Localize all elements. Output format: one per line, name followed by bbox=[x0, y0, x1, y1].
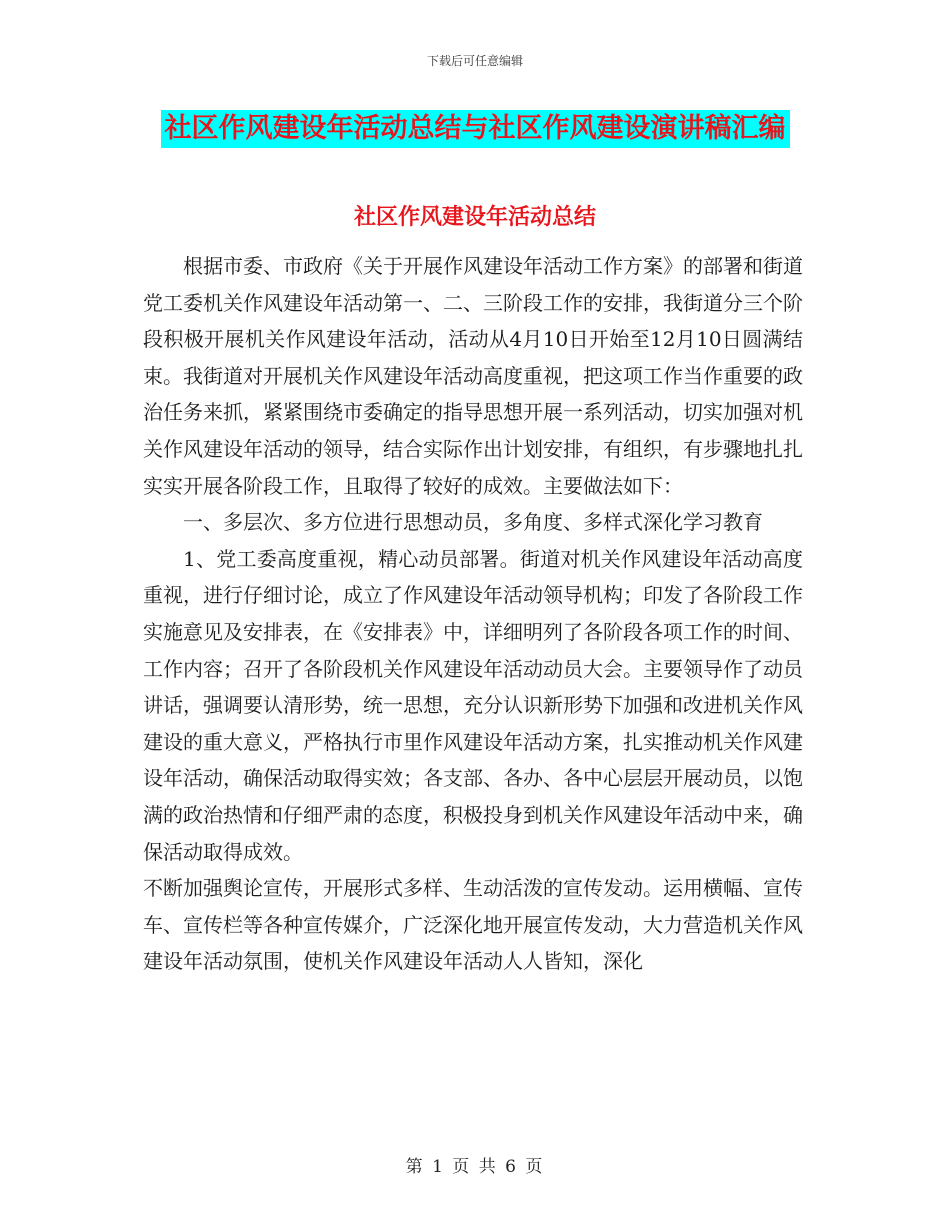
document-main-title: 社区作风建设年活动总结与社区作风建设演讲稿汇编 bbox=[161, 110, 790, 148]
page-indicator: 第 1 页 共 6 页 bbox=[405, 1157, 545, 1177]
document-body bbox=[143, 248, 803, 980]
main-title-wrap bbox=[0, 110, 950, 148]
paragraph-intro: 根据市委、市政府《关于开展作风建设年活动工作方案》的部署和街道党工委机关作风建设年活动第一、二、三阶段工作的安排，我街道分三个阶段积极开展机关作风建设年活动，活动从4月10日开始至12月10日圆满结束。我街道对开展机关作风建设年活动高度重视，把这项工作当作重要的政治任务来抓，紧紧围绕市委确定的指导思想开展一系列活动，切实加强对机关作风建设年活动的领导，结合实际作出计划安排，有组织，有步骤地扎扎实实开展各阶段工作，且取得了较好的成效。主要做法如下： bbox=[143, 254, 803, 498]
section-title: 社区作风建设年活动总结 bbox=[353, 204, 596, 230]
header-note: 下载后可任意编辑 bbox=[426, 54, 523, 68]
paragraph-publicity: 不断加强舆论宣传，开展形式多样、生动活泼的宣传发动。运用横幅、宣传车、宣传栏等各种宣传媒介，广泛深化地开展宣传发动，大力营造机关作风建设年活动氛围，使机关作风建设年活动人人皆知，深化 bbox=[143, 876, 803, 974]
paragraph-point-one: 1、党工委高度重视，精心动员部署。街道对机关作风建设年活动高度重视，进行仔细讨论，成立了作风建设年活动领导机构；印发了各阶段工作实施意见及安排表，在《安排表》中，详细明列了各阶段各项工作的时间、工作内容；召开了各阶段机关作风建设年活动动员大会。主要领导作了动员讲话，强调要认清形势，统一思想，充分认识新形势下加强和改进机关作风建设的重大意义，严格执行市里作风建设年活动方案，扎实推动机关作风建设年活动，确保活动取得实效；各支部、各办、各中心层层开展动员，以饱满的政治热情和仔细严肃的态度，积极投身到机关作风建设年活动中来，确保活动取得成效。 bbox=[143, 546, 803, 864]
paragraph-heading-one: 一、多层次、多方位进行思想动员，多角度、多样式深化学习教育 bbox=[183, 510, 763, 535]
